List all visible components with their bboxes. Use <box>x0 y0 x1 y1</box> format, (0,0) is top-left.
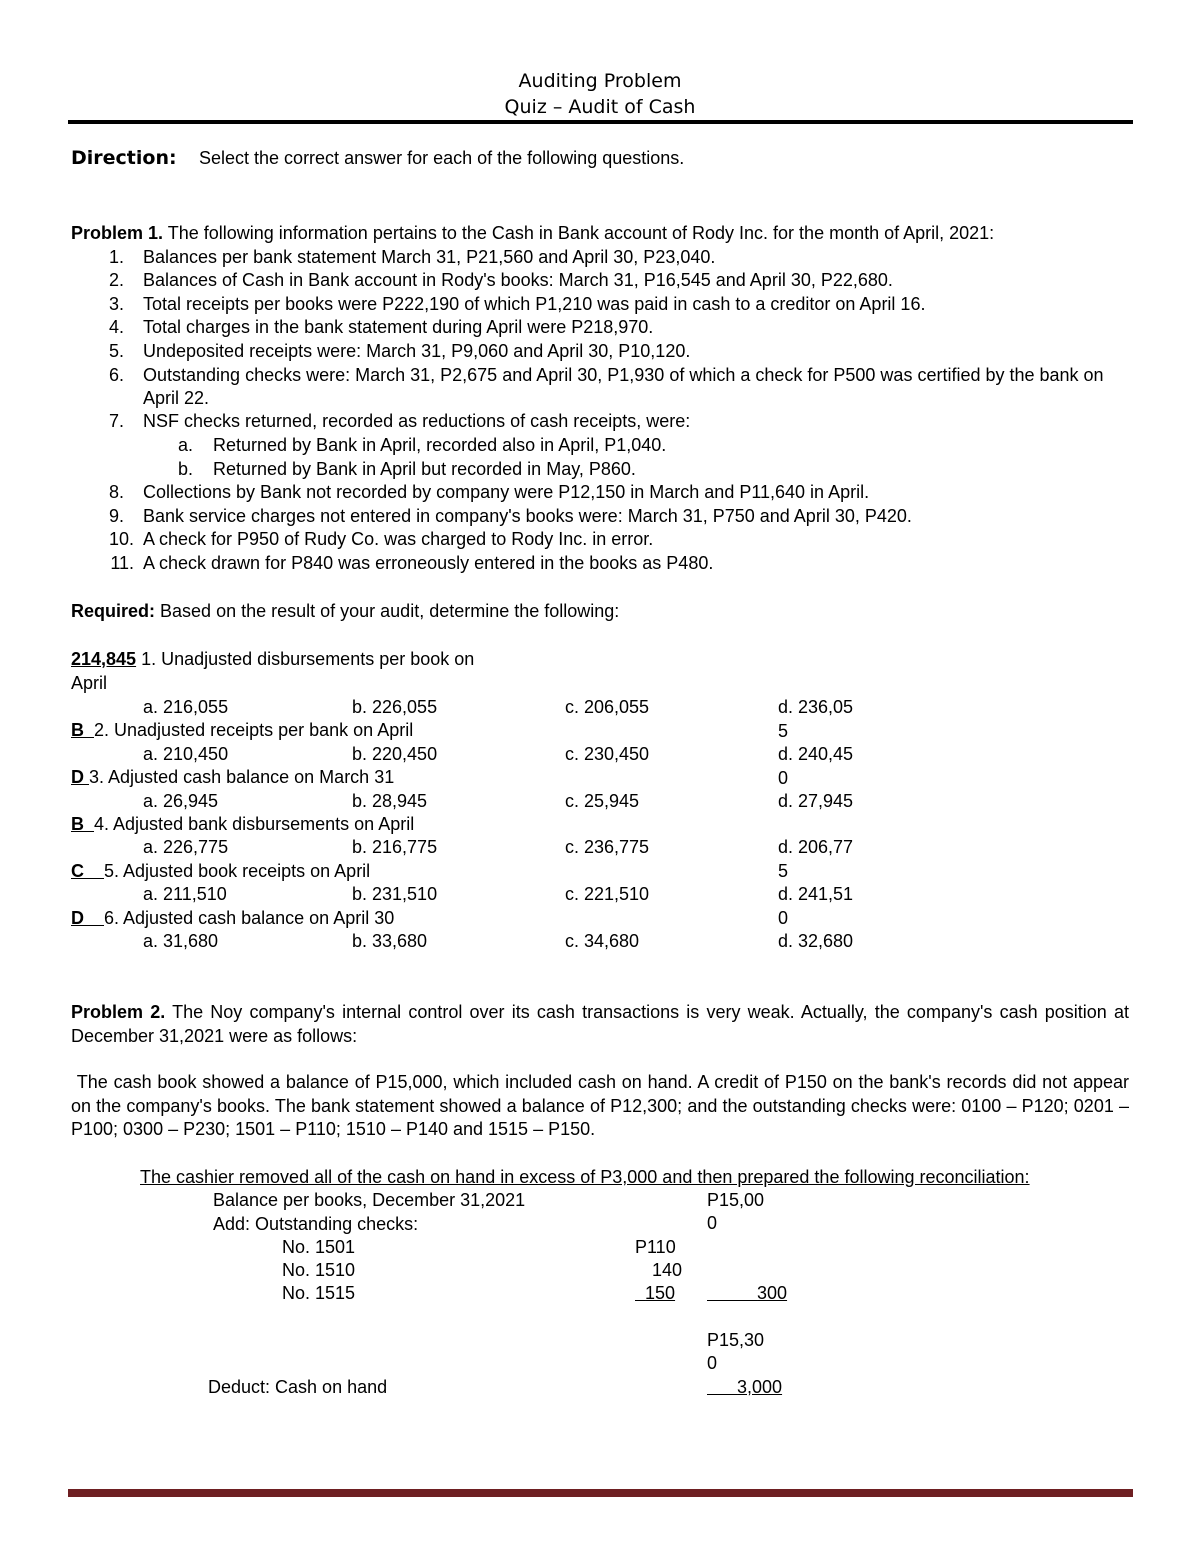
check-amount-value: 150 <box>645 1283 676 1303</box>
deduct-label: Deduct: Cash on hand <box>208 1377 388 1397</box>
list-item: Balances of Cash in Bank account in Rody's books: March 31, P16,545 and April 30, P22,680. <box>143 270 893 290</box>
problem2-paragraph-2 <box>71 1071 1129 1142</box>
choice-c: c. 236,775 <box>565 837 650 857</box>
choice-b: b. 28,945 <box>352 791 428 811</box>
checks-total-value: 300 <box>757 1283 788 1303</box>
list-number: 6. <box>108 365 124 385</box>
list-item: A check drawn for P840 was erroneously entered in the books as P480. <box>143 553 714 573</box>
choice-a: a. 226,775 <box>143 837 229 857</box>
check-label: No. 1515 <box>282 1283 356 1303</box>
problem2-paragraph-2-text: The cash book showed a balance of P15,000, which included cash on hand. A credit of P150 on the bank's records did not appear on the company's books. The bank statement showed a balance of P12,300; and the outstanding checks were: 0100 – P120; 0201 – P100; 0300 – P230; 1501 – P110; 1510 – P140 and 1515 – P150. <box>71 1072 1129 1139</box>
answer-blank: B <box>71 814 84 834</box>
answer-blank: D <box>71 767 84 787</box>
problem2-text: The Noy company's internal control over its cash transactions is very weak. Actually, the company's cash position at December 31,2021 were as follows: <box>71 1002 1130 1046</box>
choice-c: c. 206,055 <box>565 697 650 717</box>
choice-d: d. 240,450 <box>778 744 854 788</box>
choice-b: b. 226,055 <box>352 697 438 717</box>
list-number: 3. <box>108 294 124 314</box>
question-text: 5. Adjusted book receipts on April <box>104 861 371 881</box>
question-text: 3. Adjusted cash balance on March 31 <box>89 767 395 787</box>
choice-c: c. 230,450 <box>565 744 650 764</box>
choice-b: b. 33,680 <box>352 931 428 951</box>
choice-d: d. 32,680 <box>778 931 854 951</box>
list-number: 2. <box>108 270 124 290</box>
question-3 <box>71 766 394 789</box>
list-item: Total receipts per books were P222,190 of which P1,210 was paid in cash to a creditor on April 16. <box>143 294 926 314</box>
list-number: 5. <box>108 341 124 361</box>
problem1-intro <box>71 222 994 245</box>
problem1-intro-text: The following information pertains to the Cash in Bank account of Rody Inc. for the month of April, 2021: <box>167 223 995 243</box>
list-number: 10. <box>108 529 134 549</box>
question-text: 4. Adjusted bank disbursements on April <box>94 814 415 834</box>
question-2 <box>71 719 413 742</box>
list-item: Total charges in the bank statement during April were P218,970. <box>143 317 654 337</box>
required-label: Required: <box>71 601 156 621</box>
sub-item-text: Returned by Bank in April but recorded in May, P860. <box>213 459 636 479</box>
answer-blank: D <box>71 908 84 928</box>
required-line <box>71 600 619 623</box>
question-text: 1. Unadjusted disbursements per book on <box>136 649 475 669</box>
deduct-amount <box>707 1376 782 1399</box>
question-5 <box>71 860 370 883</box>
list-item: Collections by Bank not recorded by company were P12,150 in March and P11,640 in April. <box>143 482 870 502</box>
required-text: Based on the result of your audit, determine the following: <box>160 601 620 621</box>
choice-d: d. 206,775 <box>778 837 854 881</box>
question-text: 2. Unadjusted receipts per bank on April <box>94 720 414 740</box>
direction-label: Direction: <box>71 147 177 169</box>
choice-c: c. 221,510 <box>565 884 650 904</box>
list-item: Undeposited receipts were: March 31, P9,060 and April 30, P10,120. <box>143 341 691 361</box>
list-item: NSF checks returned, recorded as reductions of cash receipts, were: <box>143 411 691 431</box>
choice-c: c. 34,680 <box>565 931 640 951</box>
sub-item-text: Returned by Bank in April, recorded also in April, P1,040. <box>213 435 667 455</box>
answer-blank: 214,845 <box>71 649 137 669</box>
problem2-label: Problem 2. <box>71 1002 166 1022</box>
question-1 <box>71 648 474 671</box>
choice-b: b. 216,775 <box>352 837 438 857</box>
add-label: Add: Outstanding checks: <box>213 1214 419 1234</box>
deduct-amount-value: 3,000 <box>737 1377 783 1397</box>
choice-b: b. 231,510 <box>352 884 438 904</box>
question-text: 6. Adjusted cash balance on April 30 <box>104 908 395 928</box>
choice-b: b. 220,450 <box>352 744 438 764</box>
list-number: 11. <box>110 553 134 573</box>
sub-item-letter: a. <box>178 435 194 455</box>
answer-blank: B <box>71 720 84 740</box>
choice-a: a. 26,945 <box>143 791 219 811</box>
sub-item-letter: b. <box>178 459 194 479</box>
choice-a: a. 216,055 <box>143 697 229 717</box>
bottom-rule <box>68 1489 1133 1497</box>
problem1-label: Problem 1. <box>71 223 164 243</box>
check-label: No. 1510 <box>282 1260 356 1280</box>
list-item: Balances per bank statement March 31, P21,560 and April 30, P23,040. <box>143 247 716 267</box>
question-4 <box>71 813 414 836</box>
check-amount: 140 <box>652 1260 683 1280</box>
list-number: 4. <box>108 317 124 337</box>
reconciliation-heading: The cashier removed all of the cash on hand in excess of P3,000 and then prepared the following reconciliation: <box>140 1167 1030 1187</box>
list-number: 8. <box>108 482 124 502</box>
document-subtitle: Quiz – Audit of Cash <box>504 96 696 118</box>
choice-a: a. 210,450 <box>143 744 229 764</box>
checks-total <box>707 1282 787 1305</box>
choice-a: a. 211,510 <box>143 884 227 904</box>
document-title: Auditing Problem <box>518 70 682 92</box>
direction-text: Select the correct answer for each of the following questions. <box>199 148 685 168</box>
choice-c: c. 25,945 <box>565 791 640 811</box>
check-amount <box>635 1282 675 1305</box>
balance-label: Balance per books, December 31,2021 <box>213 1190 526 1210</box>
question-text-continued: April <box>71 673 108 693</box>
choice-d: d. 241,510 <box>778 884 854 928</box>
choice-d: d. 27,945 <box>778 791 854 811</box>
check-label: No. 1501 <box>282 1237 356 1257</box>
list-number: 1. <box>108 247 124 267</box>
answer-blank: C <box>71 861 84 881</box>
list-number: 9. <box>108 506 124 526</box>
list-number: 7. <box>108 411 124 431</box>
balance-amount: P15,000 <box>707 1190 765 1233</box>
top-rule <box>68 120 1133 124</box>
check-amount: P110 <box>635 1237 676 1257</box>
problem2-paragraph-1 <box>71 1001 1129 1048</box>
choice-a: a. 31,680 <box>143 931 219 951</box>
list-item: A check for P950 of Rudy Co. was charged to Rody Inc. in error. <box>143 529 654 549</box>
subtotal-amount: P15,300 <box>707 1330 765 1373</box>
list-item: Outstanding checks were: March 31, P2,675 and April 30, P1,930 of which a check for P500 was certified by the bank on April 22. <box>143 365 1104 408</box>
question-6 <box>71 907 394 930</box>
choice-d: d. 236,055 <box>778 697 854 741</box>
list-item: Bank service charges not entered in company's books were: March 31, P750 and April 30, P420. <box>143 506 912 526</box>
